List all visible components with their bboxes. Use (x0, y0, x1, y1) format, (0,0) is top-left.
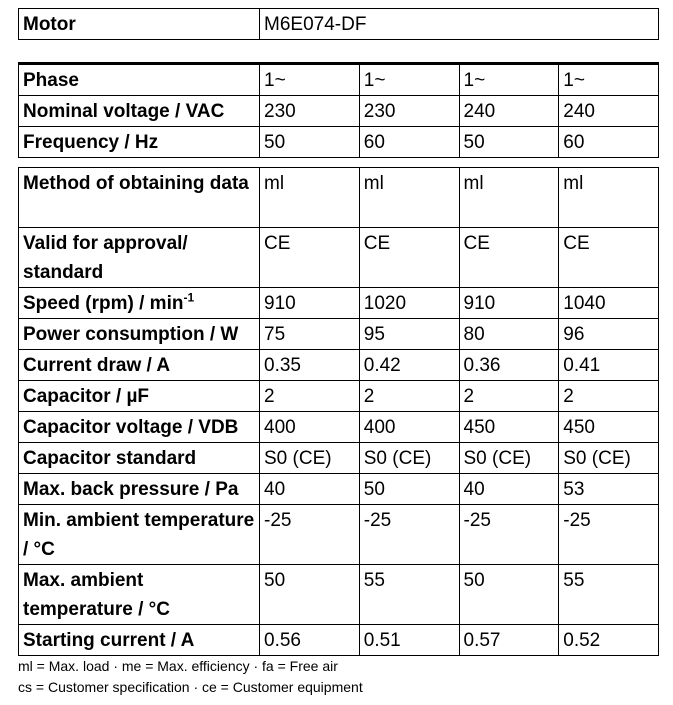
table-row (19, 565, 659, 625)
table-row (19, 319, 659, 350)
table-cell: 450 (559, 412, 659, 443)
phase-table (18, 62, 659, 158)
table-cell: 910 (459, 288, 559, 319)
motor-table (18, 8, 659, 40)
table-row (19, 412, 659, 443)
table-row (19, 381, 659, 412)
table-cell: 2 (459, 381, 559, 412)
row-label: Min. ambient temperature / °C (19, 505, 260, 565)
table-cell: 40 (459, 474, 559, 505)
table-cell: 60 (559, 127, 659, 158)
row-label: Nominal voltage / VAC (19, 96, 260, 127)
table-cell: 0.56 (260, 625, 360, 656)
table-cell: 50 (459, 127, 559, 158)
row-label: Valid for approval/ standard (19, 228, 260, 288)
table-cell: 80 (459, 319, 559, 350)
table-cell: ml (359, 168, 459, 228)
table-cell: 1~ (359, 64, 459, 96)
table-cell: 60 (359, 127, 459, 158)
table-cell: S0 (CE) (359, 443, 459, 474)
table-cell: 53 (559, 474, 659, 505)
table-cell: CE (359, 228, 459, 288)
table-cell: S0 (CE) (559, 443, 659, 474)
table-row (19, 64, 659, 96)
table-cell: 50 (260, 127, 360, 158)
table-cell: 240 (559, 96, 659, 127)
table-cell: 2 (359, 381, 459, 412)
row-label: Current draw / A (19, 350, 260, 381)
table-cell: 1040 (559, 288, 659, 319)
row-label: Max. ambient temperature / °C (19, 565, 260, 625)
table-cell: 0.35 (260, 350, 360, 381)
table-cell: S0 (CE) (260, 443, 360, 474)
motor-value: M6E074-DF (260, 9, 659, 40)
row-label: Max. back pressure / Pa (19, 474, 260, 505)
row-label: Speed $(rpm) / \min^{-1}$ (19, 288, 260, 319)
row-label: Capacitor standard (19, 443, 260, 474)
table-cell: 400 (359, 412, 459, 443)
table-cell: 1020 (359, 288, 459, 319)
table-cell: 230 (359, 96, 459, 127)
table-cell: 0.41 (559, 350, 659, 381)
row-label: Power consumption / W (19, 319, 260, 350)
table-cell: 75 (260, 319, 360, 350)
motor-label: Motor (19, 9, 260, 40)
table-row (19, 228, 659, 288)
table-cell: 0.52 (559, 625, 659, 656)
table-row (19, 474, 659, 505)
table-cell: 55 (359, 565, 459, 625)
table-cell: ml (260, 168, 360, 228)
table-cell: 450 (459, 412, 559, 443)
table-cell: 910 (260, 288, 360, 319)
table-row (19, 288, 659, 319)
row-label: Phase (19, 64, 260, 96)
table-cell: -25 (459, 505, 559, 565)
table-cell: 0.51 (359, 625, 459, 656)
table-cell: 0.36 (459, 350, 559, 381)
table-cell: ml (559, 168, 659, 228)
table-row (19, 127, 659, 158)
table-cell: 0.42 (359, 350, 459, 381)
table-cell: -25 (559, 505, 659, 565)
table-cell: CE (459, 228, 559, 288)
table-cell: ml (459, 168, 559, 228)
table-cell: -25 (359, 505, 459, 565)
row-label: Capacitor / µF (19, 381, 260, 412)
table-cell: 230 (260, 96, 360, 127)
table-cell: 55 (559, 565, 659, 625)
table-cell: 0.57 (459, 625, 559, 656)
table-cell: 1~ (559, 64, 659, 96)
table-row (19, 168, 659, 228)
table-cell: CE (559, 228, 659, 288)
table-cell: CE (260, 228, 360, 288)
table-cell: -25 (260, 505, 360, 565)
table-cell: 240 (459, 96, 559, 127)
table-cell: 2 (559, 381, 659, 412)
table-cell: 1~ (260, 64, 360, 96)
row-label: Method of obtaining data (19, 168, 260, 228)
table-cell: 40 (260, 474, 360, 505)
footnotes (18, 656, 363, 698)
table-cell: 2 (260, 381, 360, 412)
table-row (19, 350, 659, 381)
footnote-line: ml = Max. load · me = Max. efficiency · fa = Free air (18, 658, 338, 674)
spec-table (18, 167, 659, 656)
table-row (19, 96, 659, 127)
row-label: Frequency / Hz (19, 127, 260, 158)
table-row (19, 625, 659, 656)
table-cell: 1~ (459, 64, 559, 96)
table-cell: 50 (359, 474, 459, 505)
motor-row (19, 9, 659, 40)
table-cell: S0 (CE) (459, 443, 559, 474)
table-row (19, 505, 659, 565)
table-cell: 96 (559, 319, 659, 350)
table-cell: 400 (260, 412, 360, 443)
table-cell: 50 (260, 565, 360, 625)
table-row (19, 443, 659, 474)
row-label: Capacitor voltage / VDB (19, 412, 260, 443)
table-cell: 50 (459, 565, 559, 625)
row-label: Starting current / A (19, 625, 260, 656)
table-cell: 95 (359, 319, 459, 350)
footnote-line: cs = Customer specification · ce = Customer equipment (18, 679, 363, 695)
